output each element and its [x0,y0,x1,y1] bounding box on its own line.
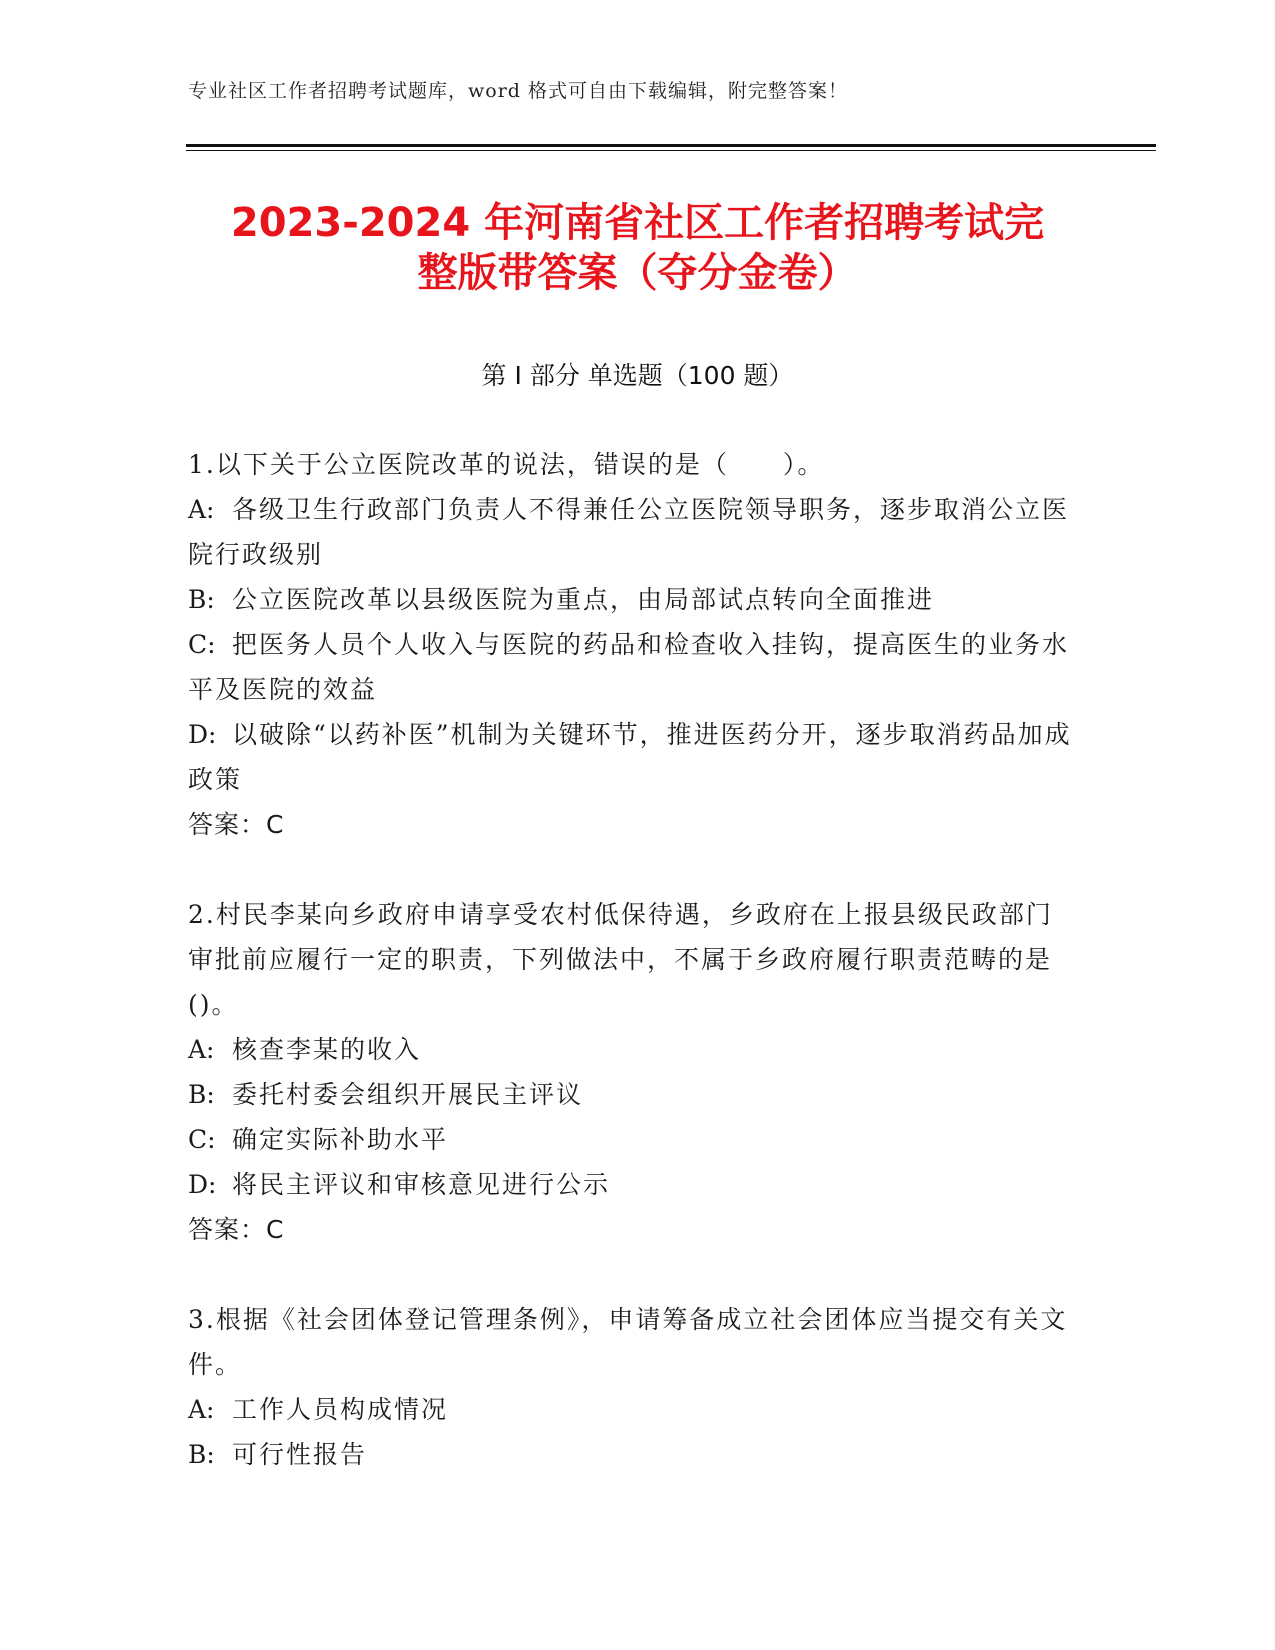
option-label: A: [188,1035,215,1064]
option-label: A: [188,495,215,524]
section-heading: 第 I 部分 单选题（100 题） [481,361,794,390]
option-c [188,1117,1073,1162]
question-text: 1.以下关于公立医院改革的说法，错误的是（ ）。 [188,450,825,479]
option-text: 将民主评议和审核意见进行公示 [232,1170,611,1199]
header-note: 专业社区工作者招聘考试题库，word 格式可自由下载编辑，附完整答案！ [188,80,848,102]
question-1 [188,442,1073,847]
option-text: 把医务人员个人收入与医院的药品和检查收入挂钩，提高医生的业务水平及医院的效益 [188,630,1070,704]
question-list [188,442,1073,1522]
option-label: B: [188,1440,215,1469]
option-text: 以破除“以药补医”机制为关键环节，推进医药分开，逐步取消药品加成政策 [188,720,1072,794]
answer: 答案：C [188,1215,285,1244]
option-b [188,1432,1073,1477]
option-label: C: [188,630,216,659]
question-text: 3.根据《社会团体登记管理条例》，申请筹备成立社会团体应当提交有关文件。 [188,1305,1068,1379]
header-rule-thin [186,150,1156,151]
option-text: 委托村委会组织开展民主评议 [232,1080,584,1109]
option-label: D: [188,720,217,749]
answer: 答案：C [188,810,285,839]
option-label: B: [188,1080,215,1109]
option-label: D: [188,1170,217,1199]
header-rule-thick [186,144,1156,147]
option-text: 公立医院改革以县级医院为重点，由局部试点转向全面推进 [232,585,935,614]
option-a [188,487,1073,577]
question-2 [188,892,1073,1252]
question-3 [188,1297,1073,1477]
option-text: 核查李某的收入 [232,1035,422,1064]
option-b [188,1072,1073,1117]
option-text: 确定实际补助水平 [232,1125,449,1154]
document-title-line-2: 整版带答案（夺分金卷） [417,250,858,296]
option-a [188,1027,1073,1072]
document-title-line-1: 2023-2024 年河南省社区工作者招聘考试完 [230,200,1045,246]
option-label: C: [188,1125,216,1154]
option-d [188,712,1073,802]
option-label: A: [188,1395,215,1424]
question-text: 2.村民李某向乡政府申请享受农村低保待遇，乡政府在上报县级民政部门审批前应履行一定的职责，下列做法中，不属于乡政府履行职责范畴的是()。 [188,900,1053,1019]
document-title [150,198,1125,298]
option-text: 可行性报告 [232,1440,368,1469]
option-c [188,622,1073,712]
option-label: B: [188,585,215,614]
option-d [188,1162,1073,1207]
option-text: 各级卫生行政部门负责人不得兼任公立医院领导职务，逐步取消公立医院行政级别 [188,495,1070,569]
option-a [188,1387,1073,1432]
option-b [188,577,1073,622]
option-text: 工作人员构成情况 [232,1395,449,1424]
